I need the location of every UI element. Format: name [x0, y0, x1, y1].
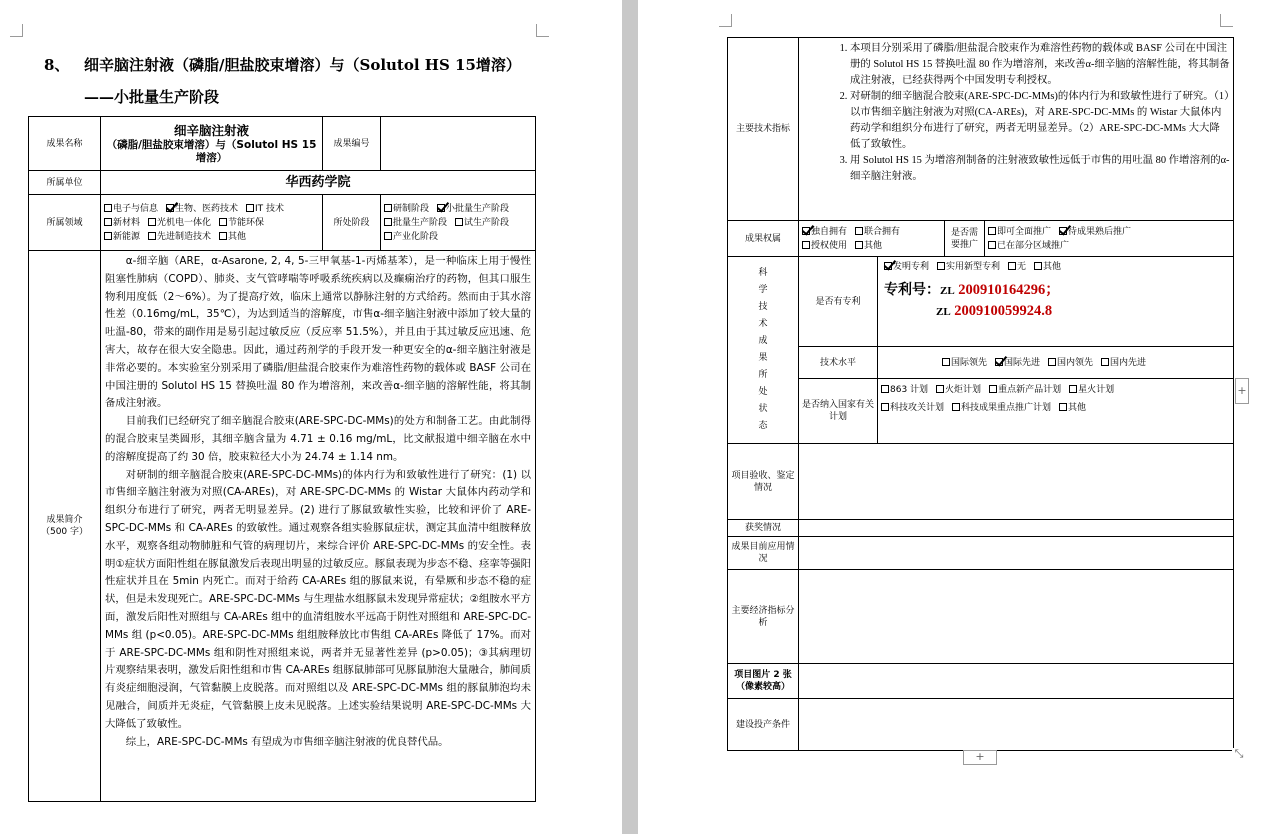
option-fields-5[interactable] — [219, 216, 264, 230]
indicators-cell — [799, 38, 1234, 221]
option-label: 试生产阶段 — [464, 217, 510, 228]
section-subtitle: ——小批量生产阶段 — [84, 88, 220, 106]
checkbox-icon[interactable] — [148, 218, 156, 226]
acceptance-label: 项目验收、鉴定情况 — [728, 444, 799, 520]
option-label: 研制阶段 — [393, 203, 430, 214]
level-options — [878, 347, 1234, 379]
economic-label: 主要经济指标分析 — [728, 570, 799, 664]
option-label: 生物、医药技术 — [175, 203, 239, 214]
checkbox-icon[interactable] — [104, 218, 112, 226]
achievement-table-continued — [727, 37, 1234, 751]
option-label: 节能环保 — [228, 217, 265, 228]
patent-cell — [878, 257, 1234, 347]
checkbox-icon[interactable] — [988, 241, 996, 249]
checkbox-icon[interactable] — [952, 403, 960, 411]
option-promo-1[interactable] — [1059, 225, 1131, 239]
status-label-char: 状 — [758, 404, 768, 414]
option-label: IT 技术 — [255, 203, 285, 214]
indicator-item: 1. 本项目分别采用了磷脂/胆盐混合胶束作为难溶性药物的载体或 BASF 公司在中国注册的 Solutol HS 15 替换吐温 80 作为增溶剂，来改善α-细辛脑的溶解性能，将其制备成注射液，已经获得两个中国发明专利授权。 — [850, 41, 1230, 89]
option-stages-4[interactable] — [384, 230, 438, 244]
option-plans-5[interactable] — [952, 399, 1051, 417]
option-label: 其他 — [1043, 262, 1062, 272]
option-levels-3[interactable] — [1101, 356, 1146, 370]
status-label-char: 科 — [758, 268, 768, 278]
award-label: 获奖情况 — [728, 520, 799, 537]
checkbox-icon[interactable] — [219, 232, 227, 240]
checkbox-icon[interactable] — [219, 218, 227, 226]
option-plans-3[interactable] — [1069, 381, 1114, 399]
conditions-label: 建设投产条件 — [728, 699, 799, 751]
image-label: 项目图片 2 张（像素较高） — [728, 664, 799, 699]
checkbox-icon[interactable] — [855, 241, 863, 249]
checkbox-icon[interactable] — [988, 227, 996, 235]
checkbox-checked-icon[interactable] — [1059, 227, 1067, 235]
option-label: 已在部分区域推广 — [997, 240, 1070, 251]
option-label: 小批量生产阶段 — [446, 203, 510, 214]
checkbox-checked-icon[interactable] — [884, 262, 892, 270]
summary-paragraph: 目前我们已经研究了细辛脑混合胶束(ARE-SPC-DC-MMs)的处方和制备工艺。由此制得的混合胶束呈类圆形，其细辛脑含量为 4.71 ± 0.16 mg/mL，比文献报道中细辛脑在水中的溶解度提高了约 30 倍，胶束粒径大小为 24.74 ± 1.14 nm。 — [105, 415, 531, 463]
stage-options — [381, 195, 536, 251]
option-label: 批量生产阶段 — [393, 217, 448, 228]
option-label: 重点新产品计划 — [998, 385, 1062, 395]
status-label-char: 态 — [758, 421, 768, 431]
checkbox-icon[interactable] — [1048, 358, 1056, 366]
checkbox-icon[interactable] — [148, 232, 156, 240]
economic-value — [799, 570, 1234, 664]
checkbox-icon[interactable] — [104, 204, 112, 212]
acceptance-value — [799, 444, 1234, 520]
option-label: 联合拥有 — [864, 226, 901, 237]
option-label: 产业化阶段 — [393, 231, 439, 242]
status-label-char: 术 — [758, 319, 768, 329]
margin-corner-mark — [719, 14, 732, 27]
checkbox-icon[interactable] — [881, 385, 889, 393]
option-plans-0[interactable] — [881, 381, 928, 399]
option-levels-1[interactable] — [995, 356, 1040, 370]
option-plans-2[interactable] — [989, 381, 1061, 399]
checkbox-icon[interactable] — [384, 204, 392, 212]
checkbox-icon[interactable] — [384, 218, 392, 226]
summary-label-cell — [29, 251, 101, 802]
option-stages-3[interactable] — [455, 216, 509, 230]
checkbox-icon[interactable] — [1008, 262, 1016, 270]
name-value-sub: （磷脂/胆盐胶束增溶）与（Solutol HS 15增溶） — [106, 138, 317, 164]
patent-number-2: 200910059924.8 — [954, 303, 1053, 319]
option-label: 即可全面推广 — [997, 226, 1052, 237]
status-label-char: 成 — [758, 336, 768, 346]
option-stages-1[interactable] — [437, 202, 509, 216]
section-title: 细辛脑注射液（磷脂/胆盐胶束增溶）与（Solutol HS 15增溶） — [84, 56, 521, 74]
promo-label: 是否需要推广 — [945, 221, 985, 257]
option-levels-2[interactable] — [1048, 356, 1093, 370]
checkbox-checked-icon[interactable] — [437, 204, 445, 212]
option-label: 国内先进 — [1110, 357, 1147, 368]
summary-paragraph: 对研制的细辛脑混合胶束(ARE-SPC-DC-MMs)的体内行为和致敏性进行了研究：(1) 以市售细辛脑注射液为对照(CA-AREs)，对 ARE-SPC-DC-MMs 的 Wistar 大鼠体内药动学和组织分布进行了研究，两者无明显差异。(2) 进行了豚鼠致敏性实验，比较和评价了 ARE-SPC-DC-MMs 和 CA-AREs 的致敏性。通过观察各组实验豚鼠症状，测定其血清中组胺释放水平，观察各组动物肺脏和气管的病理切片，来综合评价 ARE-SPC-DC-MMs 的安全性。表明①症状方面阳性组在豚鼠激发后表现出明显的过敏反应。豚鼠表现为步态不稳、痉挛等强阳性症状并且在 5min 内死亡。而对于给药 CA-AREs 组的豚鼠来说，有晕厥和步态不稳的症状，但是未发现死亡。ARE-SPC-DC-MMs 与生理盐水组豚鼠未发现异常症状；②组胺水平方面，激发后阳性对照组与 CA-AREs 组中的血清组胺水平远高于阴性对照组和 ARE-SPC-DC-MMs 组 (p<0.05)。ARE-SPC-DC-MMs 组组胺释放比市售组 CA-AREs 降低了 17%。而对于 ARE-SPC-DC-MMs 组和阴性对照组来说，两者并无显著性差异 (p>0.05)；③其病理切片观察结果表明，激发后阳性组和市售 CA-AREs 组豚鼠肺部可见豚鼠肺泡大量融合，肺间质有炎症细胞浸润，气管黏膜上皮脱落。而对照组以及 ARE-SPC-DC-MMs 组的豚鼠肺泡均未见融合，间质并无炎症，气管黏膜上皮未见脱落。上述实验结果说明 ARE-SPC-DC-MMs 大大降低了致敏性。 — [105, 468, 531, 730]
checkbox-icon[interactable] — [455, 218, 463, 226]
checkbox-icon[interactable] — [855, 227, 863, 235]
option-label: 其他 — [1068, 403, 1087, 413]
status-label-char: 果 — [758, 353, 768, 363]
achievement-table — [28, 116, 536, 802]
option-label: 先进制造技术 — [157, 231, 212, 242]
patent-number-label: 专利号： — [884, 283, 940, 298]
ownership-label: 成果权属 — [728, 221, 799, 257]
image-value — [799, 664, 1234, 699]
conditions-value — [799, 699, 1234, 751]
margin-corner-mark — [10, 24, 23, 37]
status-label-char: 处 — [758, 387, 768, 397]
name-label: 成果名称 — [29, 117, 101, 171]
option-label: 国际先进 — [1004, 357, 1041, 368]
option-patent_types-1[interactable] — [937, 260, 1000, 274]
option-label: 国际领先 — [951, 357, 988, 368]
checkbox-icon[interactable] — [937, 262, 945, 270]
option-label: 新能源 — [113, 231, 141, 242]
add-column-right-button[interactable]: + — [1235, 378, 1249, 404]
option-label: 科技攻关计划 — [890, 403, 945, 413]
patent-number-line-1 — [884, 280, 1227, 301]
checkbox-icon[interactable] — [1034, 262, 1042, 270]
option-label: 电子与信息 — [113, 203, 159, 214]
code-value — [381, 117, 536, 171]
option-promo-2[interactable] — [988, 239, 1069, 253]
checkbox-checked-icon[interactable] — [995, 358, 1003, 366]
option-fields-4[interactable] — [148, 216, 211, 230]
field-label: 所属领域 — [29, 195, 101, 251]
option-ownership-2[interactable] — [802, 239, 847, 253]
checkbox-icon[interactable] — [802, 241, 810, 249]
checkbox-checked-icon[interactable] — [802, 227, 810, 235]
level-label: 技术水平 — [799, 347, 878, 379]
option-label: 光机电一体化 — [157, 217, 212, 228]
indicators-list — [802, 41, 1230, 185]
patent-prefix: ZL — [936, 306, 951, 318]
option-label: 实用新型专利 — [946, 262, 1001, 272]
option-patent_types-2[interactable] — [1008, 260, 1026, 274]
option-label: 星火计划 — [1078, 385, 1115, 395]
margin-corner-mark — [1220, 14, 1233, 27]
option-fields-1[interactable] — [166, 202, 238, 216]
checkbox-icon[interactable] — [1059, 403, 1067, 411]
checkbox-icon[interactable] — [942, 358, 950, 366]
option-label: 863 计划 — [890, 385, 929, 395]
unit-label: 所属单位 — [29, 171, 101, 195]
summary-paragraph: 综上，ARE-SPC-DC-MMs 有望成为市售细辛脑注射液的优良替代品。 — [125, 735, 449, 748]
promo-options — [985, 221, 1234, 257]
summary-label: 成果简介 — [46, 515, 83, 525]
option-plans-4[interactable] — [881, 399, 944, 417]
option-fields-0[interactable] — [104, 202, 158, 216]
option-promo-0[interactable] — [988, 225, 1051, 239]
option-label: 发明专利 — [893, 262, 930, 272]
indicator-item: 3. 用 Solutol HS 15 为增溶剂制备的注射液致敏性远低于市售的用吐温 80 作增溶剂的α-细辛脑注射液。 — [850, 153, 1230, 185]
checkbox-icon[interactable] — [246, 204, 254, 212]
checkbox-icon[interactable] — [989, 385, 997, 393]
option-patent_types-3[interactable] — [1034, 260, 1061, 274]
option-label: 待成果熟后推广 — [1068, 226, 1132, 237]
indicators-label: 主要技术指标 — [728, 38, 799, 221]
option-stages-2[interactable] — [384, 216, 447, 230]
margin-corner-mark — [536, 24, 549, 37]
patent-number-1: 200910164296； — [958, 282, 1060, 298]
summary-text — [101, 251, 536, 802]
option-label: 授权使用 — [811, 240, 848, 251]
option-label: 国内领先 — [1057, 357, 1094, 368]
document-page-right — [638, 0, 1264, 834]
option-ownership-1[interactable] — [855, 225, 900, 239]
code-label: 成果编号 — [323, 117, 381, 171]
option-fields-7[interactable] — [148, 230, 211, 244]
status-label — [728, 257, 799, 444]
status-label-char: 所 — [758, 370, 768, 380]
section-number: 8、 — [44, 56, 70, 74]
option-plans-6[interactable] — [1059, 399, 1086, 417]
option-fields-3[interactable] — [104, 216, 140, 230]
status-label-vertical — [731, 265, 795, 435]
page-gutter — [622, 0, 638, 834]
option-ownership-0[interactable] — [802, 225, 847, 239]
stage-label: 所处阶段 — [323, 195, 381, 251]
checkbox-checked-icon[interactable] — [166, 204, 174, 212]
status-label-char: 技 — [758, 302, 768, 312]
option-label: 独自拥有 — [811, 226, 848, 237]
option-stages-0[interactable] — [384, 202, 429, 216]
checkbox-icon[interactable] — [936, 385, 944, 393]
option-label: 无 — [1017, 262, 1027, 272]
option-label: 其他 — [228, 231, 247, 242]
checkbox-icon[interactable] — [1101, 358, 1109, 366]
indicator-item: 2. 对研制的细辛脑混合胶束(ARE-SPC-DC-MMs)的体内行为和致敏性进行了研究。（1）以市售细辛脑注射液为对照(CA-AREs)，对 ARE-SPC-DC-MMs 的 Wistar 大鼠体内药动学和组织分布进行了研究，两者无明显差异。（2）ARE-SPC-DC-MMs 大大降低了致敏性。 — [850, 89, 1230, 153]
option-plans-1[interactable] — [936, 381, 981, 399]
field-options — [101, 195, 323, 251]
summary-label-sub: （500 字） — [40, 527, 89, 537]
checkbox-icon[interactable] — [1069, 385, 1077, 393]
award-value — [799, 520, 1234, 537]
option-fields-8[interactable] — [219, 230, 246, 244]
checkbox-icon[interactable] — [384, 232, 392, 240]
option-patent_types-0[interactable] — [884, 260, 929, 274]
document-page-left — [0, 0, 622, 834]
add-row-below-button[interactable]: + — [963, 750, 997, 765]
table-resize-handle-icon[interactable]: ⤡ — [1232, 748, 1246, 762]
patent-label: 是否有专利 — [799, 257, 878, 347]
checkbox-icon[interactable] — [881, 403, 889, 411]
option-label: 其他 — [864, 240, 883, 251]
patent-number-line-2 — [884, 301, 1227, 322]
plan-label: 是否纳入国家有关计划 — [799, 379, 878, 444]
option-fields-6[interactable] — [104, 230, 140, 244]
status-label-char: 学 — [758, 285, 768, 295]
option-label: 火炬计划 — [945, 385, 982, 395]
unit-value: 华西药学院 — [101, 171, 536, 195]
application-label: 成果目前应用情况 — [728, 537, 799, 570]
patent-type-options — [884, 260, 1227, 274]
name-cell — [101, 117, 323, 171]
ownership-options — [799, 221, 945, 257]
plan-options — [878, 379, 1234, 444]
application-value — [799, 537, 1234, 570]
summary-paragraph: α-细辛脑（ARE，α-Asarone, 2, 4, 5-三甲氧基-1-丙烯基苯），是一种临床上用于慢性阻塞性肺病（COPD）、肺炎、支气管哮喘等呼吸系统疾病以及癫痫治疗的药物，但其口服生物利用度低（2～6%）。为了提高疗效，临床上通常以静脉注射的方式给药。然而由于其水溶性差（0.16mg/mL，35℃），为达到适当的溶解度，市售α-细辛脑注射液中添加了较大量的吐温-80，带来的副作用是易引起过敏反应（反应率 51.5%），并且由于其过敏反应迅速、危害大，故存在很大安全隐患。因此，通过药剂学的手段开发一种更安全的α-细辛脑注射液是非常必要的。本实验室分别采用了磷脂/胆盐混合胶束作为难溶性药物的载体或 BASF 公司在中国注册的 Solutol HS 15 替换吐温 80 作为增溶剂，来改善α-细辛脑的溶解性能，将其制备成注射液。 — [105, 255, 531, 410]
patent-prefix: ZL — [940, 285, 955, 297]
option-label: 科技成果重点推广计划 — [961, 403, 1052, 413]
option-levels-0[interactable] — [942, 356, 987, 370]
checkbox-icon[interactable] — [104, 232, 112, 240]
option-label: 新材料 — [113, 217, 141, 228]
name-value: 细辛脑注射液 — [173, 122, 249, 138]
option-fields-2[interactable] — [246, 202, 284, 216]
option-ownership-3[interactable] — [855, 239, 882, 253]
